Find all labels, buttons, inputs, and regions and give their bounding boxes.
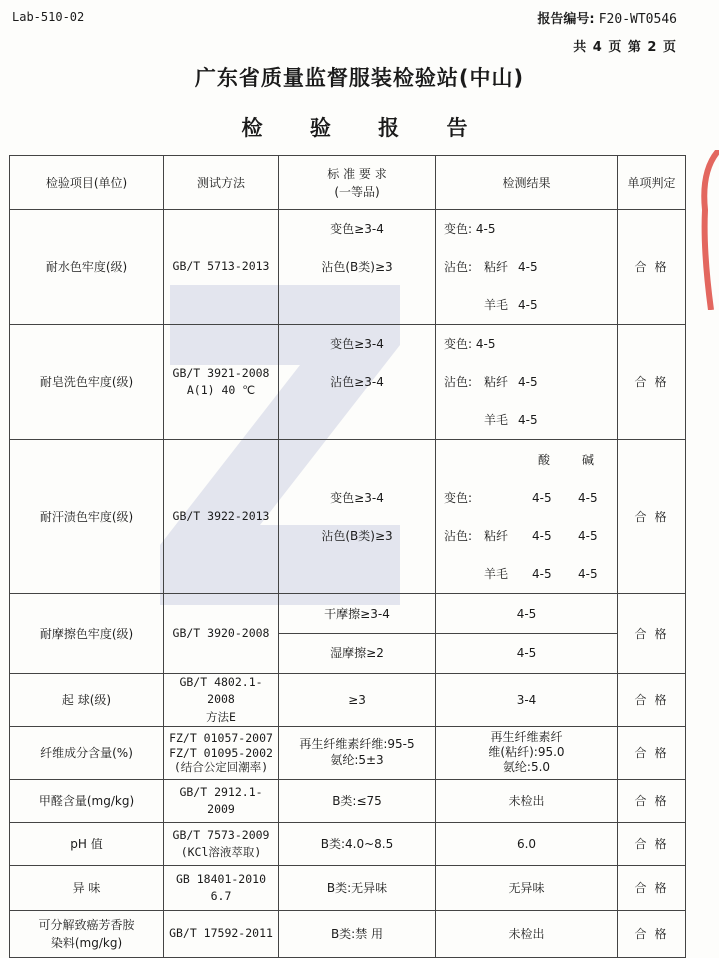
table-row (10, 210, 686, 325)
requirement-cell: B类:无异味 (279, 865, 436, 910)
lab-code: Lab-510-02 (12, 10, 85, 24)
report-number-value: F20-WT0546 (598, 12, 677, 27)
method-line: A(1) 40 ℃ (186, 383, 256, 397)
result-line: 氨纶:5.0 (502, 760, 551, 775)
requirement-cell (279, 325, 436, 440)
method-line: GB/T 3921-2008 (172, 365, 270, 380)
header-judgement: 单项判定 (618, 156, 686, 210)
method-cell (164, 822, 279, 865)
table-row (10, 440, 686, 594)
table-row (10, 674, 686, 727)
result-line-stain1 (438, 517, 615, 555)
method-line: FZ/T 01095-2002 (169, 745, 273, 760)
result-line-fade (438, 325, 615, 363)
item-cell: 耐皂洗色牢度(级) (10, 325, 164, 440)
method-line: GB/T 4802.1-2008 (179, 675, 263, 707)
item-line: 染料(mg/kg) (50, 935, 123, 950)
header-result: 检测结果 (436, 156, 618, 210)
method-cell (164, 865, 279, 910)
header-item: 检验项目(单位) (10, 156, 164, 210)
judgement-cell: 合格 (618, 440, 686, 594)
result-line-stain2 (438, 555, 615, 593)
result-cell (436, 440, 618, 594)
method-line: 6.7 (210, 888, 232, 903)
stain-label: 沾色: (444, 528, 473, 543)
acid-label: 酸 (538, 452, 551, 467)
item-cell: 耐摩擦色牢度(级) (10, 594, 164, 674)
organization-title: 广东省质量监督服装检验站(中山) (194, 66, 525, 90)
table-row (10, 325, 686, 440)
item-cell: 耐汗渍色牢度(级) (10, 440, 164, 594)
judgement-cell: 合格 (618, 822, 686, 865)
stain-alkali-value: 4-5 (578, 566, 598, 581)
judgement-cell: 合格 (618, 674, 686, 727)
result-cell (436, 210, 618, 325)
table-row (10, 779, 686, 822)
method-line: FZ/T 01057-2007 (169, 731, 273, 746)
result-line-fade (438, 210, 615, 248)
table-row (10, 594, 686, 674)
item-cell (10, 910, 164, 957)
requirement-line: 再生纤维素纤维:95-5 (299, 737, 415, 752)
report-title: 检 验 报 告 (241, 116, 488, 140)
item-line: 可分解致癌芳香胺 (38, 917, 135, 932)
header-method: 测试方法 (164, 156, 279, 210)
method-cell: GB/T 17592-2011 (164, 910, 279, 957)
header-requirement-line1: 标 准 要 求 (327, 166, 387, 181)
requirement-cell: ≥3 (279, 674, 436, 727)
requirement-cell (279, 726, 436, 779)
table-header-row (10, 156, 686, 210)
result-cell: 3-4 (436, 674, 618, 727)
requirement-line: 沾色(B类)≥3 (321, 260, 393, 274)
fade-acid-value: 4-5 (532, 490, 552, 505)
fade-value: 4-5 (475, 222, 496, 236)
stain-value: 4-5 (518, 260, 538, 274)
method-cell (164, 726, 279, 779)
requirement-line: 氨纶:5±3 (330, 752, 384, 767)
requirement-cell (279, 210, 436, 325)
inspection-table (9, 155, 686, 958)
fade-label: 变色: (444, 490, 473, 505)
item-cell: 起 球(级) (10, 674, 164, 727)
stain-acid-value: 4-5 (532, 528, 552, 543)
requirement-cell: B类:禁 用 (279, 910, 436, 957)
item-cell: pH 值 (10, 822, 164, 865)
result-cell: 无异味 (436, 865, 618, 910)
requirement-cell: B类:4.0~8.5 (279, 822, 436, 865)
requirement-line: 沾色≥3-4 (330, 375, 384, 389)
result-dry: 4-5 (436, 595, 617, 634)
result-line-stain1 (438, 248, 615, 286)
report-number-label: 报告编号: (537, 12, 595, 27)
stain-fiber: 羊毛 (484, 413, 509, 427)
stain-fiber: 粘纤 (484, 375, 509, 389)
table-row (10, 822, 686, 865)
requirement-cell (279, 440, 436, 594)
fade-label: 变色: (444, 337, 473, 351)
result-line-stain2 (438, 286, 615, 324)
method-line: 方法E (206, 709, 236, 724)
result-line-stain2 (438, 401, 615, 439)
requirement-dry: 干摩擦≥3-4 (279, 595, 435, 634)
method-cell: GB/T 3920-2008 (164, 594, 279, 674)
stain-fiber: 羊毛 (484, 298, 509, 312)
stain-fiber: 羊毛 (484, 566, 509, 581)
method-cell (164, 325, 279, 440)
method-line: GB/T 7573-2009 (172, 827, 270, 842)
report-number (537, 8, 677, 27)
item-cell: 甲醛含量(mg/kg) (10, 779, 164, 822)
requirement-cell (279, 594, 436, 674)
stain-fiber: 粘纤 (484, 260, 509, 274)
header-requirement-line2: (一等品) (334, 184, 380, 199)
table-row (10, 726, 686, 779)
method-line: (KCl溶液萃取) (180, 844, 262, 859)
result-line: 维(粘纤):95.0 (488, 745, 565, 760)
result-line: 再生纤维素纤 (490, 730, 563, 745)
result-cell (436, 325, 618, 440)
requirement-line: 变色≥3-4 (330, 337, 384, 351)
method-cell: GB/T 2912.1-2009 (164, 779, 279, 822)
stain-alkali-value: 4-5 (578, 528, 598, 543)
result-cell (436, 726, 618, 779)
stain-label: 沾色: (444, 260, 473, 274)
header-requirement (279, 156, 436, 210)
fade-value: 4-5 (475, 337, 496, 351)
method-cell (164, 674, 279, 727)
method-line: GB 18401-2010 (175, 871, 266, 886)
requirement-line: 变色≥3-4 (330, 490, 384, 505)
stain-fiber: 粘纤 (484, 528, 509, 543)
result-line-acid-alkali-header (438, 441, 615, 479)
fade-label: 变色: (444, 222, 473, 236)
table-row (10, 865, 686, 910)
stain-acid-value: 4-5 (532, 566, 552, 581)
judgement-cell: 合格 (618, 210, 686, 325)
requirement-line: 变色≥3-4 (330, 222, 384, 236)
item-cell: 耐水色牢度(级) (10, 210, 164, 325)
result-cell: 6.0 (436, 822, 618, 865)
page-info: 共 4 页 第 2 页 (573, 40, 677, 55)
seal-stamp-edge (697, 150, 719, 310)
item-cell: 异 味 (10, 865, 164, 910)
fade-alkali-value: 4-5 (578, 490, 598, 505)
stain-value: 4-5 (518, 375, 538, 389)
judgement-cell: 合格 (618, 594, 686, 674)
result-line-fade (438, 479, 615, 517)
requirement-wet: 湿摩擦≥2 (330, 646, 384, 660)
judgement-cell: 合格 (618, 779, 686, 822)
judgement-cell: 合格 (618, 726, 686, 779)
judgement-cell: 合格 (618, 865, 686, 910)
alkali-label: 碱 (582, 452, 595, 467)
requirement-cell: B类:≤75 (279, 779, 436, 822)
result-cell (436, 594, 618, 674)
item-cell: 纤维成分含量(%) (10, 726, 164, 779)
result-line-stain1 (438, 363, 615, 401)
requirement-line: 沾色(B类)≥3 (321, 528, 393, 543)
judgement-cell: 合格 (618, 910, 686, 957)
method-cell: GB/T 3922-2013 (164, 440, 279, 594)
stain-value: 4-5 (518, 413, 538, 427)
method-cell: GB/T 5713-2013 (164, 210, 279, 325)
judgement-cell: 合格 (618, 325, 686, 440)
stain-label: 沾色: (444, 375, 473, 389)
result-cell: 未检出 (436, 779, 618, 822)
result-wet: 4-5 (516, 646, 537, 660)
method-line: (结合公定回潮率) (173, 759, 269, 774)
stain-value: 4-5 (518, 298, 538, 312)
result-cell: 未检出 (436, 910, 618, 957)
table-row (10, 910, 686, 957)
